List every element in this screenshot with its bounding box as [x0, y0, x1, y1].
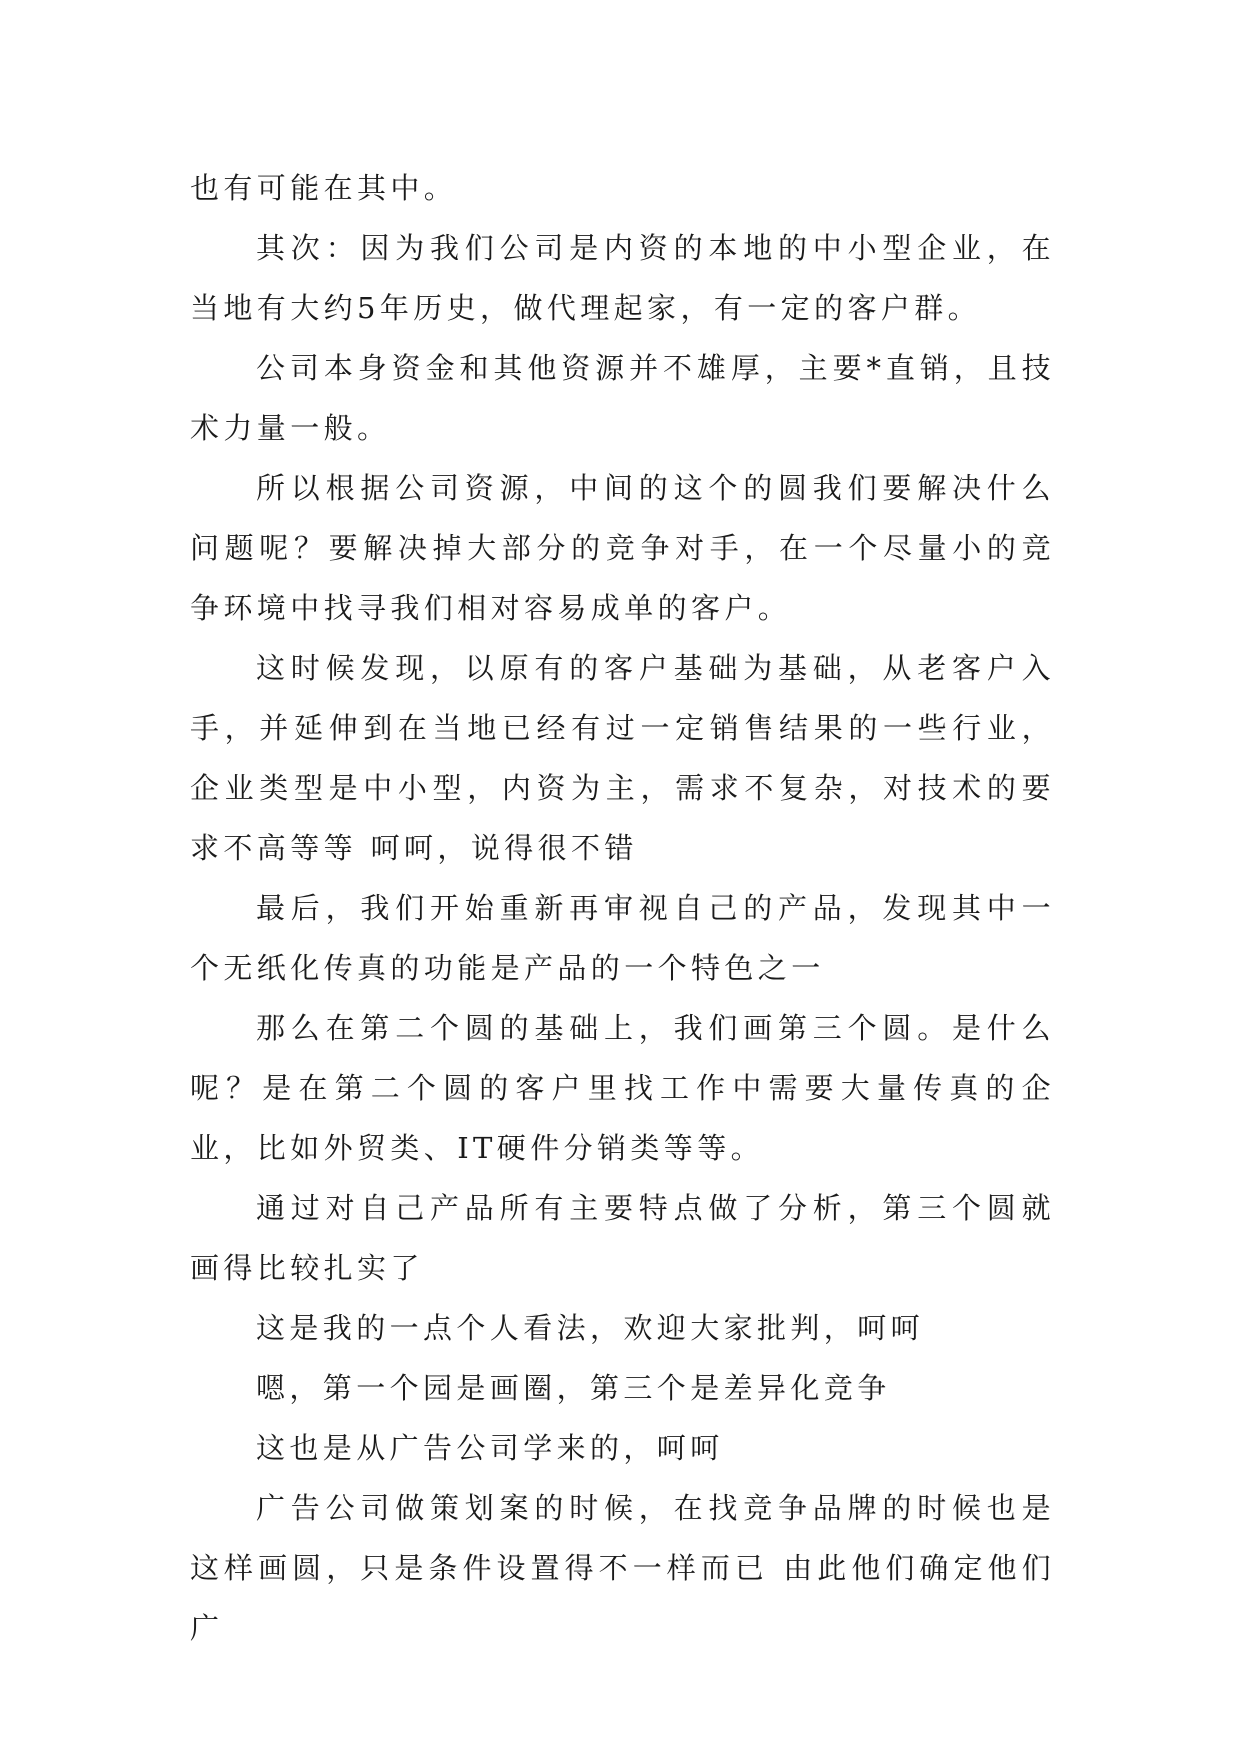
paragraph-7: 那么在第二个圆的基础上，我们画第三个圆。是什么呢？是在第二个圆的客户里找工作中需要大量传真的企业，比如外贸类、IT硬件分销类等等。: [190, 1011, 1055, 1165]
paragraph-10: 嗯，第一个园是画圈，第三个是差异化竞争: [256, 1371, 891, 1405]
paragraph-6: 最后，我们开始重新再审视自己的产品，发现其中一个无纸化传真的功能是产品的一个特色之一: [190, 891, 1055, 985]
paragraph-5: 这时候发现，以原有的客户基础为基础，从老客户入手，并延伸到在当地已经有过一定销售结果的一些行业，企业类型是中小型，内资为主，需求不复杂，对技术的要求不高等等 呵呵，说得很不错: [190, 651, 1055, 865]
paragraph-9: 这是我的一点个人看法，欢迎大家批判，呵呵: [256, 1311, 925, 1345]
paragraph-3: 公司本身资金和其他资源并不雄厚，主要*直销，且技术力量一般。: [190, 351, 1055, 445]
paragraph-2: 其次：因为我们公司是内资的本地的中小型企业，在当地有大约5年历史，做代理起家，有一定的客户群。: [190, 231, 1055, 325]
paragraph-12: 广告公司做策划案的时候，在找竞争品牌的时候也是这样画圆，只是条件设置得不一样而已 由此他们确定他们广: [190, 1491, 1055, 1645]
document-page: [190, 158, 1055, 1658]
paragraph-4: 所以根据公司资源，中间的这个的圆我们要解决什么问题呢？要解决掉大部分的竞争对手，在一个尽量小的竞争环境中找寻我们相对容易成单的客户。: [190, 471, 1055, 625]
paragraph-1: 也有可能在其中。: [190, 171, 458, 205]
paragraph-11: 这也是从广告公司学来的，呵呵: [256, 1431, 724, 1465]
paragraph-8: 通过对自己产品所有主要特点做了分析，第三个圆就画得比较扎实了: [190, 1191, 1055, 1285]
